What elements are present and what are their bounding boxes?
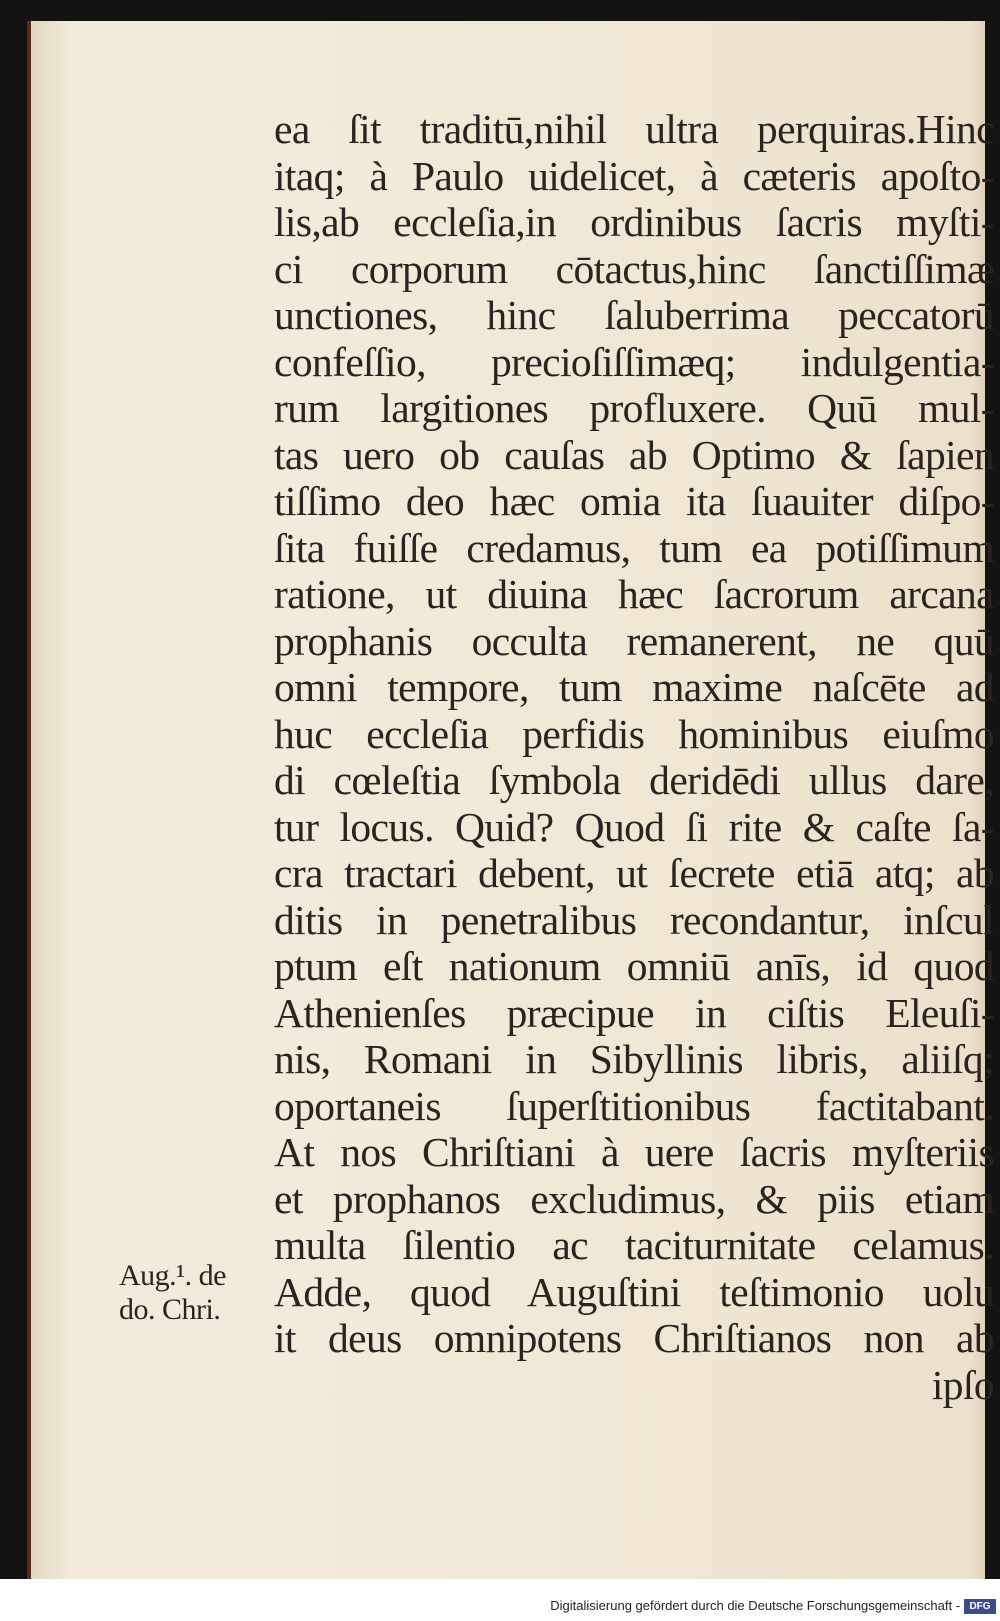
footer-credit: Digitalisierung gefördert durch die Deutsche Forschungsgemeinschaft - <box>550 1598 960 1613</box>
dfg-logo: DFG <box>964 1599 996 1614</box>
text-line: Athenienſes præcipue in ciſtis Eleuſi- <box>274 989 994 1036</box>
text-line: At nos Chriſtiani à uere ſacris myſteriis <box>274 1129 994 1175</box>
main-text <box>274 106 994 1408</box>
text-line: cra tractari debent, ut ſecrete etiā atq; ab <box>274 850 994 896</box>
text-line: tur locus. Quid? Quod ſi rite & caſte ſa- <box>274 803 994 850</box>
text-line: unctiones, hinc ſaluberrima peccatorū <box>274 292 994 338</box>
text-line: tiſſimo deo hæc omia ita ſuauiter diſpo- <box>274 478 994 524</box>
text-line: ditis in penetralibus recondantur, inſcul <box>274 896 994 943</box>
footer-bar <box>0 1579 1000 1621</box>
text-line: nis, Romani in Sibyllinis libris, aliiſq; <box>274 1036 994 1082</box>
text-line: it deus omnipotens Chriſtianos non ab <box>274 1315 994 1361</box>
catchword: ipſo <box>931 1361 994 1408</box>
book-page <box>27 21 994 1579</box>
text-line: di cœleſtia ſymbola deridēdi ullus dare, <box>274 757 994 803</box>
text-line: tas uero ob cauſas ab Optimo & ſapien <box>274 431 994 478</box>
text-line: huc eccleſia perfidis hominibus eiuſmo <box>274 710 994 757</box>
text-line: et prophanos excludimus, & piis etiam <box>274 1175 994 1222</box>
text-line: omni tempore, tum maxime naſcēte ad <box>274 664 994 710</box>
text-line: itaq; à Paulo uidelicet, à cæteris apoſto- <box>274 152 994 199</box>
text-line: ea ſit traditū,nihil ultra perquiras.Hinc <box>274 106 994 152</box>
text-line: prophanis occulta remanerent, ne quū <box>274 617 994 664</box>
text-line: Adde, quod Auguſtini teſtimonio uolu <box>274 1268 994 1315</box>
text-line: multa ſilentio ac taciturnitate celamus. <box>274 1222 994 1268</box>
text-line: lis,ab eccleſia,in ordinibus ſacris myſti- <box>274 199 994 245</box>
marginal-note-line: do. Chri. <box>119 1293 221 1326</box>
text-line: oportaneis ſuperſtitionibus factitabant. <box>274 1082 994 1129</box>
marginal-note <box>119 1259 269 1327</box>
text-line: ptum eſt nationum omniū anīs, id quod <box>274 943 994 989</box>
text-line: rum largitiones profluxere. Quū mul- <box>274 385 994 431</box>
text-line: ci corporum cōtactus,hinc ſanctiſſimæ <box>274 245 994 292</box>
text-line: ratione, ut diuina hæc ſacrorum arcana <box>274 571 994 617</box>
marginal-note-line: Aug.¹. de <box>119 1259 226 1292</box>
text-line: confeſſio, precioſiſſimæq; indulgentia- <box>274 338 994 385</box>
text-line: ſita fuiſſe credamus, tum ea potiſſimum <box>274 524 994 571</box>
